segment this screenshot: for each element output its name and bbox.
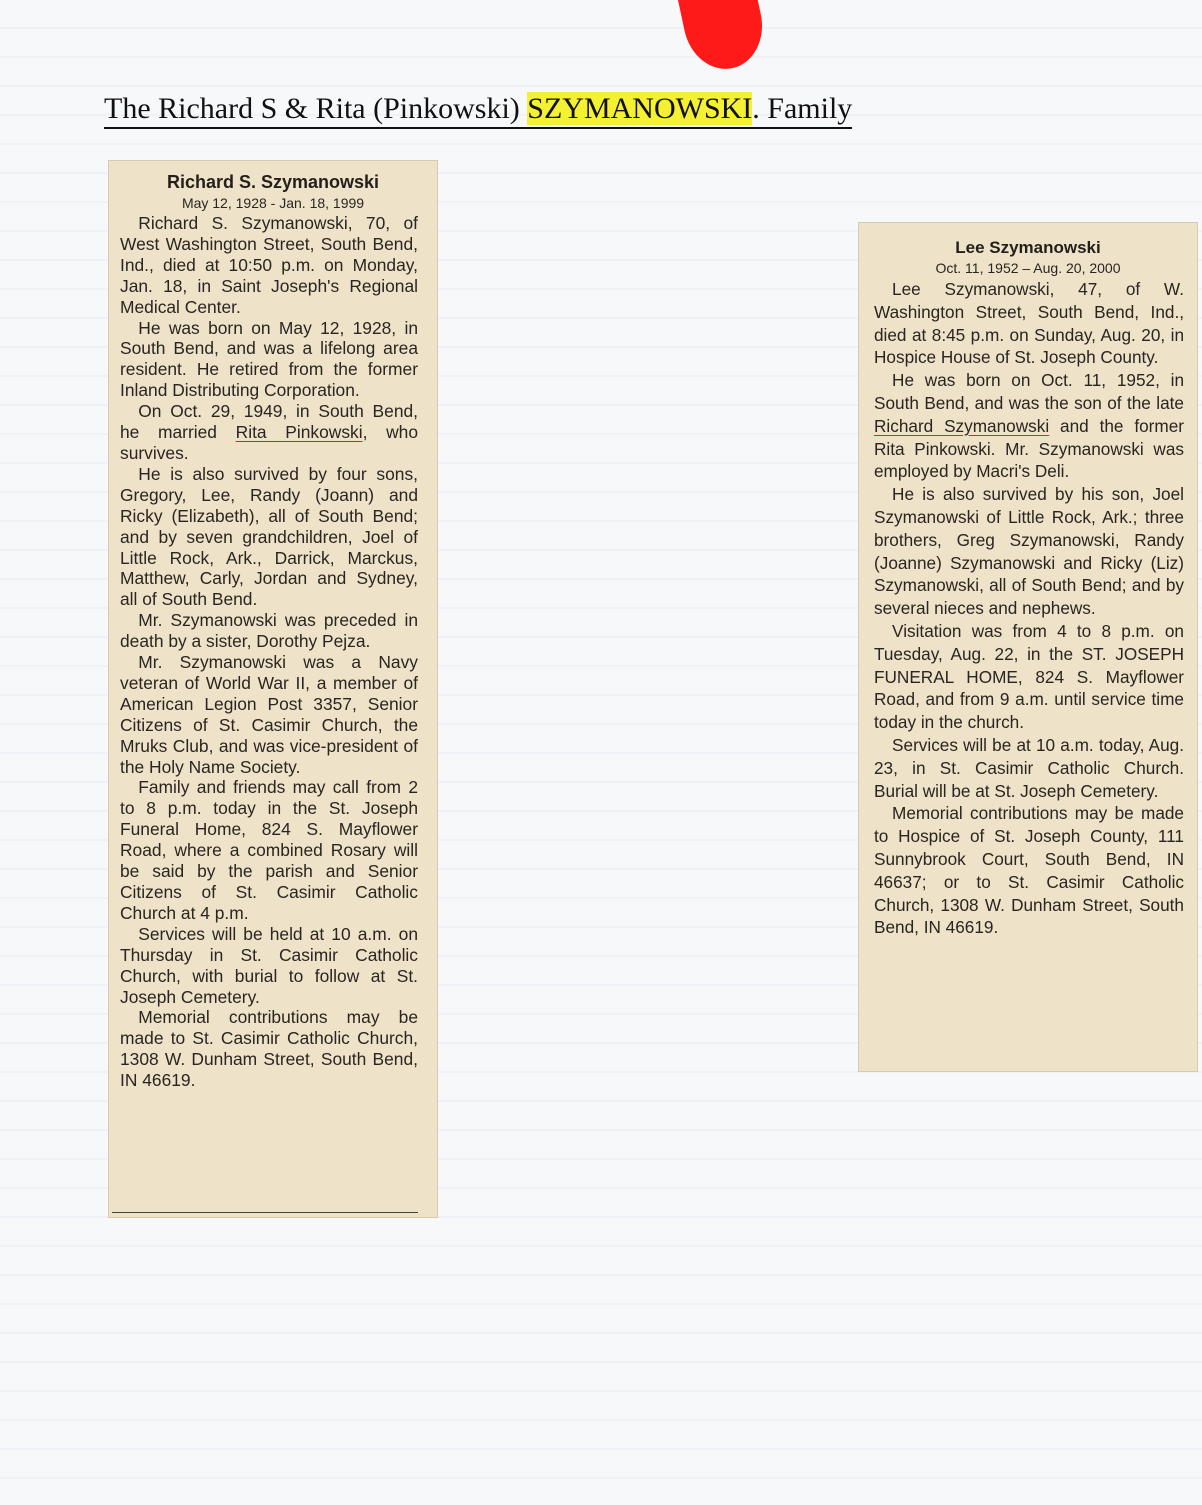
obituary-paragraph: Visitation was from 4 to 8 p.m. on Tuesday, Aug. 22, in the ST. JOSEPH FUNERAL HOME, 824 S. Mayflower Road, and from 9 a.m. until service time today in the church. <box>874 620 1184 733</box>
page-title <box>104 92 956 126</box>
obituary-paragraph: Memorial contributions may be made to Hospice of St. Joseph County, 111 Sunnybrook Court, South Bend, IN 46637; or to St. Casimir Catholic Church, 1308 W. Dunham Street, South Bend, IN 46619. <box>874 803 1184 938</box>
obituary-name: Richard S. Szymanowski <box>166 172 380 192</box>
obituary-paragraph: He was born on May 12, 1928, in South Bend, and was a lifelong area resident. He retired from the former Inland Distributing Corporation. <box>120 317 418 401</box>
obituary-paragraph: He is also survived by four sons, Gregory, Lee, Randy (Joann) and Ricky (Elizabeth), all of South Bend; and by seven grandchildren, Joel of Little Rock, Ark., Darrick, Marckus, Matthew, Carly, Jordan and Sydney, all of South Bend. <box>120 463 418 610</box>
obituary-clipping-richard <box>108 160 438 1218</box>
obituary-body <box>108 213 438 1091</box>
pen-underline: Rita Pinkowski <box>235 422 363 443</box>
obituary-paragraph: He is also survived by his son, Joel Szymanowski of Little Rock, Ark.; three brothers, Greg Szymanowski, Randy (Joanne) Szymanowski and Ricky (Liz) Szymanowski, all of South Bend; and by several nieces and nephews. <box>874 484 1184 619</box>
obituary-paragraph: Family and friends may call from 2 to 8 p.m. today in the St. Joseph Funeral Home, 824 S. Mayflower Road, where a combined Rosary will be said by the parish and Senior Citizens of St. Casimir Catholic Church at 4 p.m. <box>120 777 418 923</box>
title-text: The Richard S & Rita (Pinkowski) <box>104 92 528 125</box>
obituary-paragraph: He was born on Oct. 11, 1952, in South Bend, and was the son of the late Richard Szymanowski and the former Rita Pinkowski. Mr. Szymanowski was employed by Macri's Deli. <box>874 370 1184 482</box>
obituary-paragraph: Services will be held at 10 a.m. on Thursday in St. Casimir Catholic Church, with burial to follow at St. Joseph Cemetery. <box>120 923 418 1007</box>
obituary-dates: May 12, 1928 - Jan. 18, 1999 <box>181 195 365 211</box>
obituary-clipping-lee <box>858 222 1198 1072</box>
red-index-tab <box>678 0 771 76</box>
pen-underline: Richard Szymanowski <box>874 415 1050 436</box>
obituary-paragraph: Mr. Szymanowski was a Navy veteran of World War II, a member of American Legion Post 3357, Senior Citizens of St. Casimir Church, the Mruks Club, and was vice-president of the Holy Name Society. <box>120 652 418 777</box>
highlighted-surname: SZYMANOWSKI <box>527 92 753 125</box>
obituary-name: Lee Szymanowski <box>955 238 1101 257</box>
obituary-paragraph: Richard S. Szymanowski, 70, of West Washington Street, South Bend, Ind., died at 10:50 p.m. on Monday, Jan. 18, in Saint Joseph's Regional Medical Center. <box>120 213 418 317</box>
obituary-paragraph: On Oct. 29, 1949, in South Bend, he married Rita Pinkowski, who survives. <box>120 401 418 463</box>
obituary-paragraph: Memorial contributions may be made to St. Casimir Catholic Church, 1308 W. Dunham Street, South Bend, IN 46619. <box>120 1007 418 1091</box>
obituary-paragraph: Mr. Szymanowski was preceded in death by a sister, Dorothy Pejza. <box>120 610 418 652</box>
obituary-paragraph: Services will be at 10 a.m. today, Aug. 23, in St. Casimir Catholic Church. Burial will be at St. Joseph Cemetery. <box>874 734 1184 801</box>
obituary-body <box>858 278 1198 939</box>
clipping-bottom-rule <box>112 1212 418 1213</box>
obituary-dates: Oct. 11, 1952 – Aug. 20, 2000 <box>935 260 1121 276</box>
obituary-paragraph: Lee Szymanowski, 47, of W. Washington Street, South Bend, Ind., died at 8:45 p.m. on Sunday, Aug. 20, in Hospice House of St. Joseph County. <box>874 279 1184 368</box>
title-suffix: . Family <box>752 92 853 125</box>
